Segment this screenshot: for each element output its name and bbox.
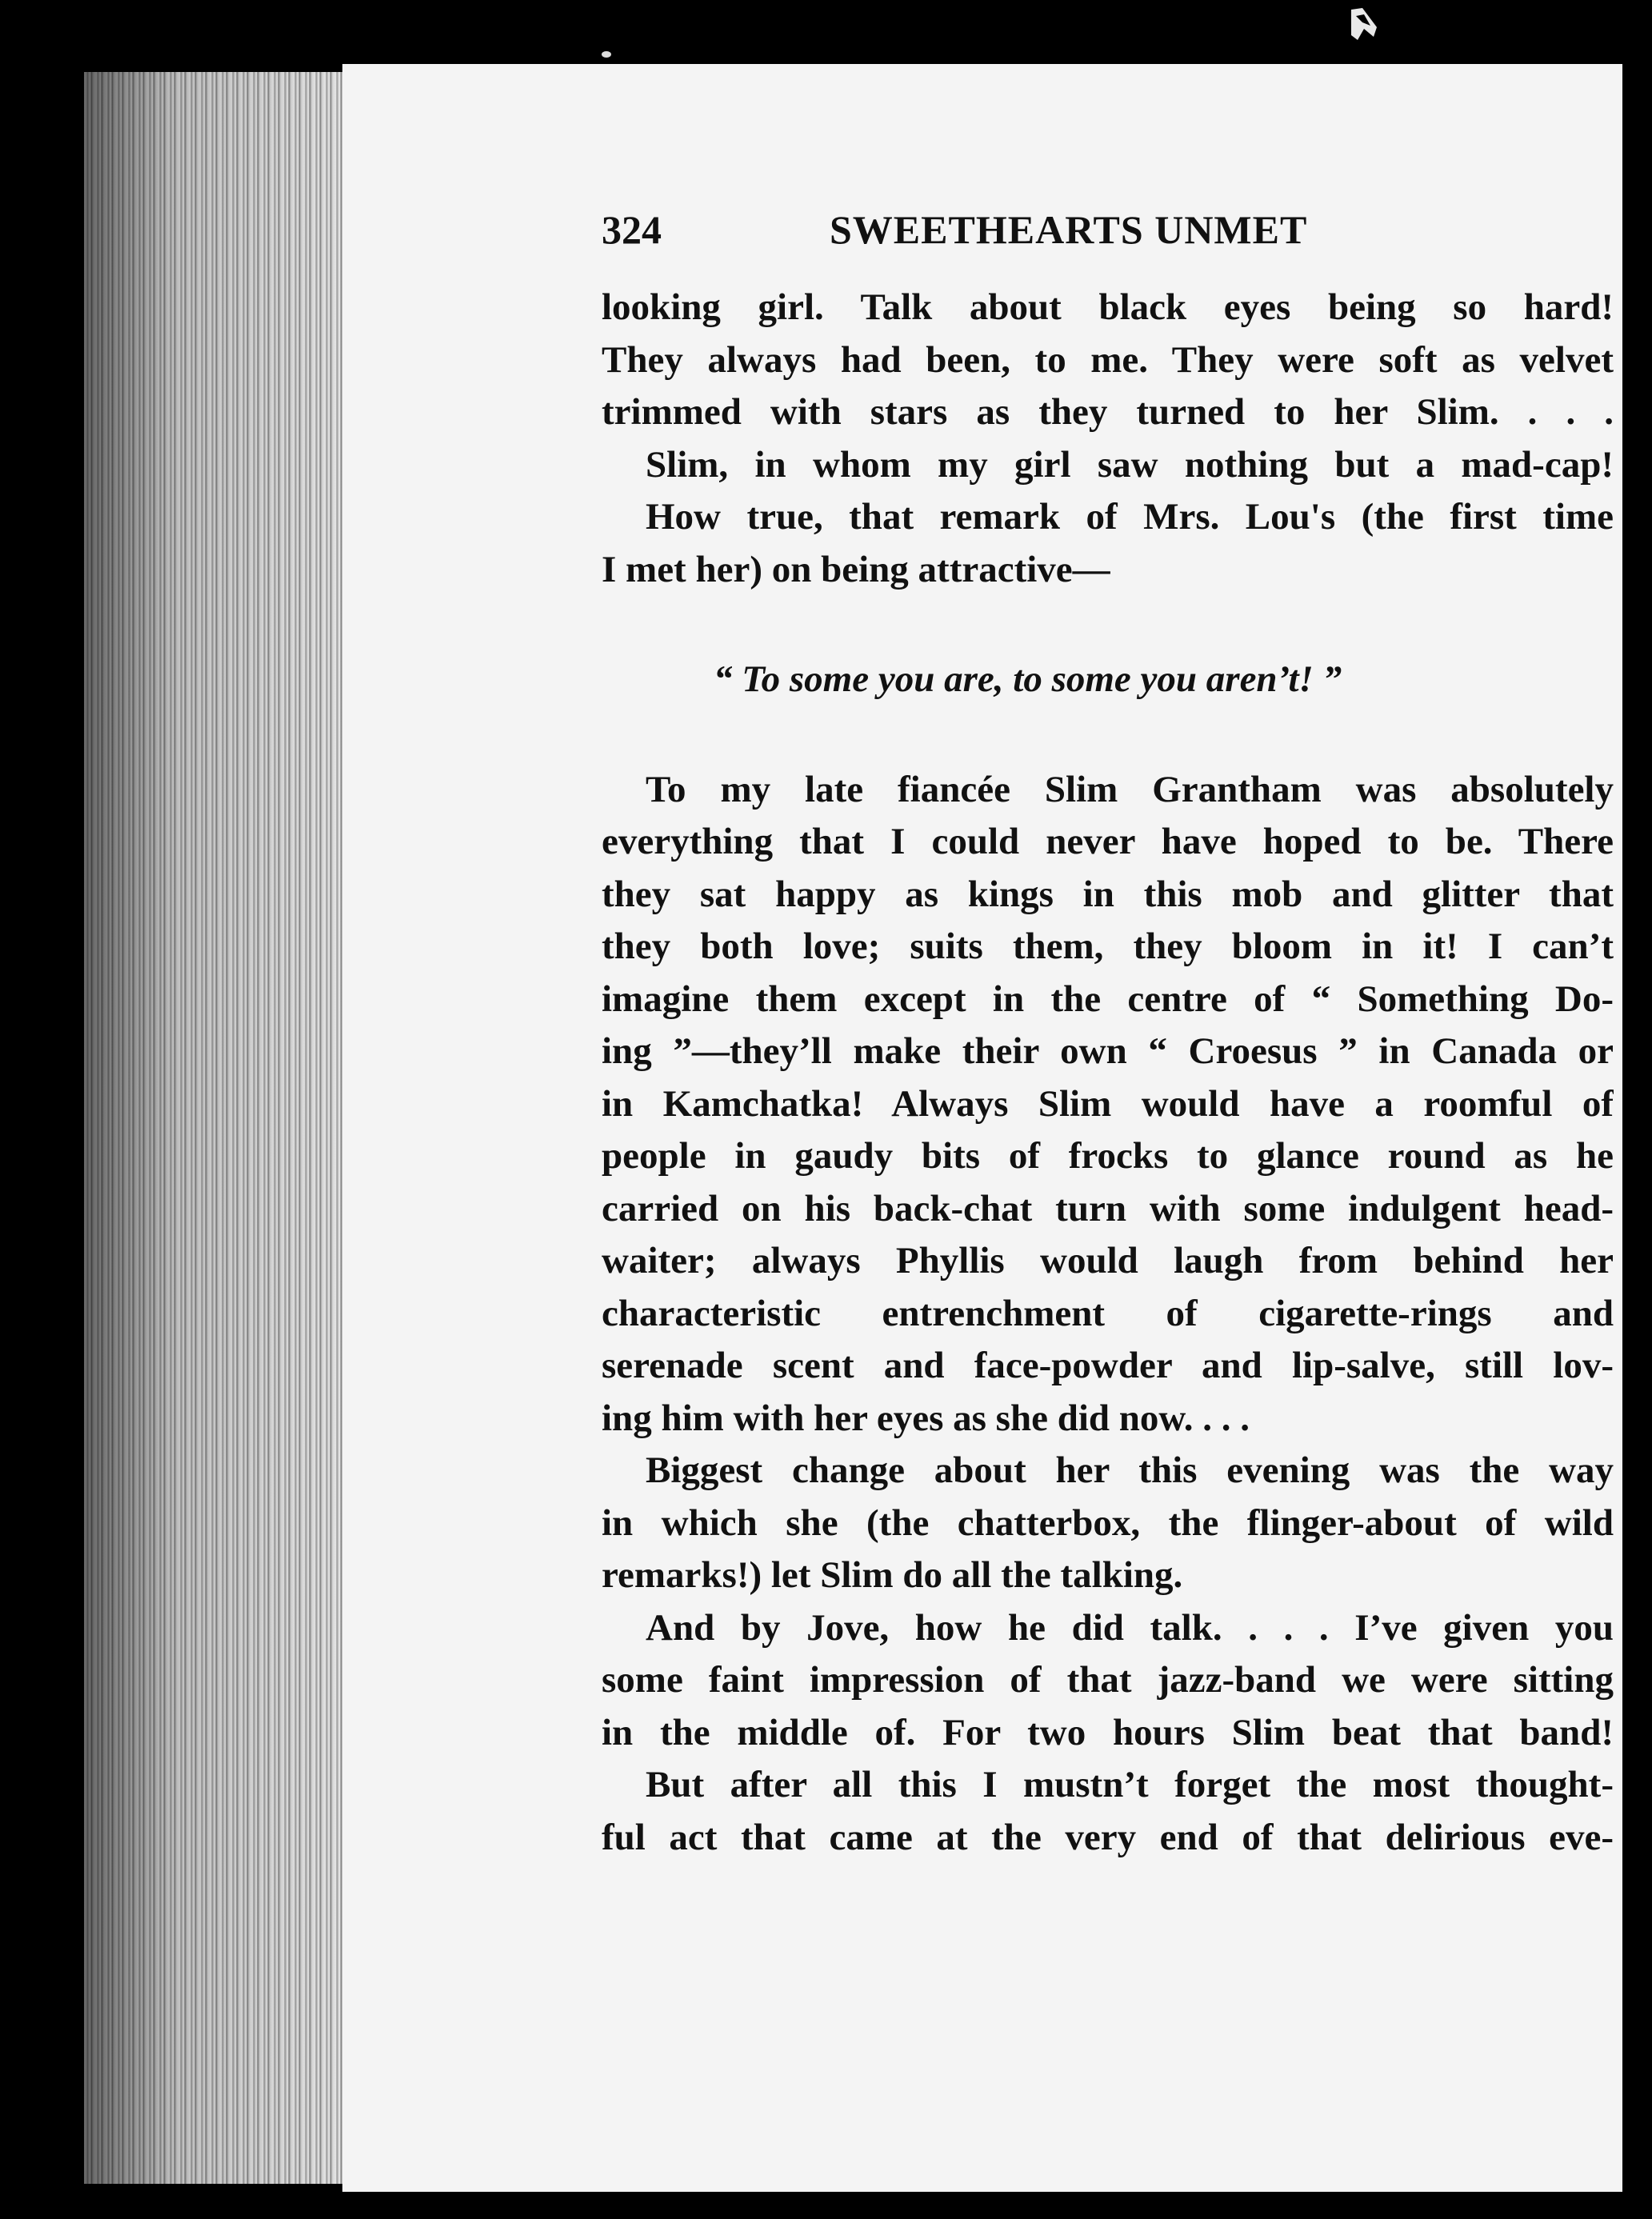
text-line: ing him with her eyes as she did now. . . . bbox=[602, 1397, 1250, 1439]
text-line: in which she (the chatterbox, the flinger-about of wild bbox=[602, 1501, 1614, 1544]
text-line: They always had been, to me. They were soft as velvet bbox=[602, 338, 1614, 381]
scan-speck bbox=[602, 51, 611, 58]
text-line: everything that I could never have hoped to be. There bbox=[602, 821, 1614, 862]
text-line: ful act that came at the very end of that delirious eve- bbox=[602, 1816, 1614, 1858]
text-line: But after all this I mustn’t forget the most thought- bbox=[646, 1764, 1614, 1805]
body-text bbox=[602, 282, 1614, 1864]
text-line: imagine them except in the centre of “ Something Do- bbox=[602, 978, 1614, 1020]
text-line: in the middle of. For two hours Slim beat that band! bbox=[602, 1711, 1614, 1753]
text-line: And by Jove, how he did talk. . . . I’ve given you bbox=[646, 1606, 1614, 1649]
text-line: carried on his back-chat turn with some indulgent head- bbox=[602, 1187, 1614, 1229]
text-line: Biggest change about her this evening was the way bbox=[646, 1449, 1614, 1491]
quoted-line: “ To some you are, to some you aren’t! ” bbox=[714, 658, 1342, 700]
text-line: To my late fiancée Slim Grantham was absolutely bbox=[646, 768, 1614, 810]
text-line: characteristic entrenchment of cigarette-rings and bbox=[602, 1292, 1614, 1334]
text-line: they sat happy as kings in this mob and glitter that bbox=[602, 873, 1614, 915]
binding-shadow bbox=[84, 72, 348, 2184]
spacer bbox=[602, 706, 1614, 764]
text-line: trimmed with stars as they turned to her Slim. . . . bbox=[602, 391, 1614, 433]
text-line: How true, that remark of Mrs. Lou's (the first time bbox=[646, 496, 1614, 538]
text-line: they both love; suits them, they bloom in it! I can’t bbox=[602, 926, 1614, 967]
text-line: serenade scent and face-powder and lip-salve, still lov- bbox=[602, 1345, 1614, 1386]
text-line: in Kamchatka! Always Slim would have a roomful of bbox=[602, 1082, 1614, 1125]
book-title: SWEETHEARTS UNMET bbox=[830, 207, 1308, 252]
page-number: 324 bbox=[602, 207, 662, 252]
spacer bbox=[602, 596, 1614, 654]
text-line: some faint impression of that jazz-band we were sitting bbox=[602, 1659, 1614, 1701]
text-line: Slim, in whom my girl saw nothing but a mad-cap! bbox=[646, 443, 1614, 486]
text-line: I met her) on being attractive— bbox=[602, 548, 1110, 590]
text-line: ing ”—they’ll make their own “ Croesus ” in Canada or bbox=[602, 1030, 1614, 1072]
text-line: people in gaudy bits of frocks to glance round as he bbox=[602, 1135, 1614, 1177]
text-line: remarks!) let Slim do all the talking. bbox=[602, 1554, 1183, 1596]
running-head bbox=[602, 206, 1402, 270]
text-line: waiter; always Phyllis would laugh from behind her bbox=[602, 1240, 1614, 1281]
corner-scan-mark-icon bbox=[1346, 5, 1382, 45]
text-line: looking girl. Talk about black eyes being so hard! bbox=[602, 286, 1614, 328]
